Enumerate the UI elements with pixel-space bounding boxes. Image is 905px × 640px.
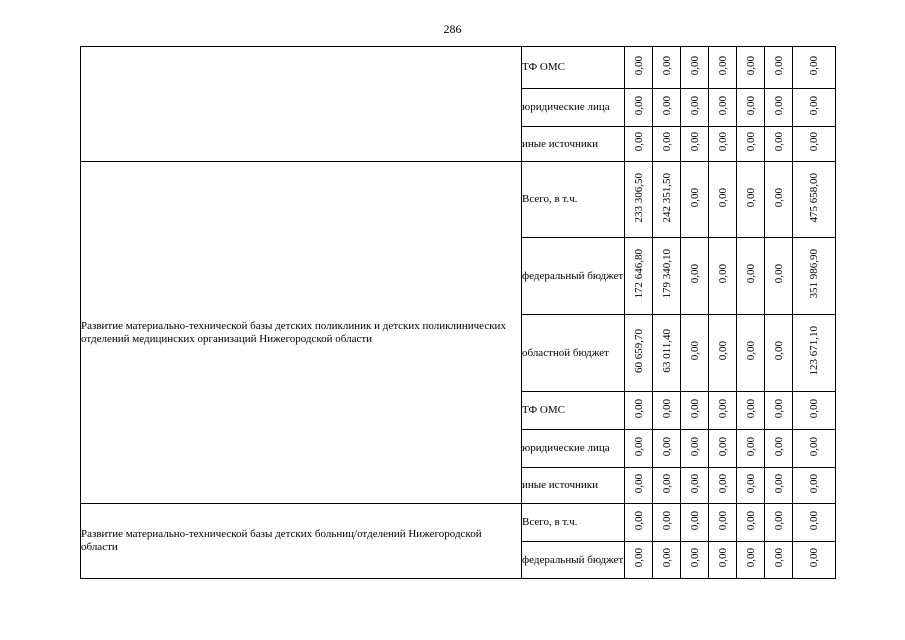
amount-cell xyxy=(737,47,765,89)
amount-value: 0,00 xyxy=(716,95,729,116)
amount-value: 0,00 xyxy=(744,132,757,152)
amount-cell xyxy=(709,468,737,504)
amount-cell xyxy=(681,89,709,127)
amount-cell xyxy=(681,504,709,542)
amount-cell xyxy=(681,315,709,392)
amount-cell xyxy=(765,238,793,315)
amount-cell xyxy=(793,504,836,542)
amount-value: 0,00 xyxy=(808,95,820,116)
amount-value: 0,00 xyxy=(772,473,785,494)
funding-source: областной бюджет xyxy=(522,315,625,392)
amount-cell xyxy=(681,392,709,430)
amount-value: 0,00 xyxy=(688,548,701,568)
amount-cell xyxy=(765,504,793,542)
amount-cell xyxy=(737,504,765,542)
amount-value: 0,00 xyxy=(660,510,673,531)
amount-value: 0,00 xyxy=(808,55,820,76)
amount-cell xyxy=(737,127,765,162)
activity-description: Развитие материально-технической базы детских больниц/отделений Нижегородской области xyxy=(81,504,522,579)
amount-value: 0,00 xyxy=(744,436,757,457)
amount-value: 172 646,80 xyxy=(632,249,645,299)
amount-cell xyxy=(793,468,836,504)
amount-value: 0,00 xyxy=(808,473,820,494)
amount-cell xyxy=(765,430,793,468)
amount-value: 0,00 xyxy=(772,436,785,457)
amount-cell xyxy=(681,47,709,89)
amount-cell xyxy=(709,430,737,468)
amount-cell xyxy=(793,162,836,238)
amount-value: 0,00 xyxy=(632,95,645,116)
amount-cell xyxy=(709,392,737,430)
table-row xyxy=(81,162,836,238)
amount-cell xyxy=(625,89,653,127)
amount-value: 0,00 xyxy=(716,548,729,568)
amount-cell xyxy=(737,315,765,392)
amount-cell xyxy=(737,162,765,238)
amount-value: 233 306,50 xyxy=(632,172,645,223)
funding-source: иные источники xyxy=(522,468,625,504)
amount-cell xyxy=(653,89,681,127)
amount-cell xyxy=(681,542,709,579)
funding-source: ТФ ОМС xyxy=(522,47,625,89)
amount-cell xyxy=(765,162,793,238)
page-number: 286 xyxy=(443,22,462,36)
amount-value: 0,00 xyxy=(716,132,729,152)
amount-cell xyxy=(793,238,836,315)
amount-value: 0,00 xyxy=(772,187,785,208)
amount-value: 0,00 xyxy=(688,55,701,76)
amount-cell xyxy=(653,542,681,579)
amount-value: 0,00 xyxy=(632,132,645,152)
activity-description xyxy=(81,47,522,162)
amount-value: 0,00 xyxy=(808,436,820,457)
amount-value: 0,00 xyxy=(688,132,701,152)
amount-value: 0,00 xyxy=(808,132,820,152)
amount-cell xyxy=(737,392,765,430)
amount-cell xyxy=(793,542,836,579)
amount-cell xyxy=(793,47,836,89)
amount-value: 0,00 xyxy=(632,436,645,457)
amount-cell xyxy=(737,468,765,504)
amount-cell xyxy=(653,162,681,238)
amount-value: 0,00 xyxy=(716,55,729,76)
amount-value: 0,00 xyxy=(716,187,729,208)
amount-cell xyxy=(681,162,709,238)
amount-cell xyxy=(709,238,737,315)
amount-cell xyxy=(625,162,653,238)
amount-cell xyxy=(625,504,653,542)
funding-source: федеральный бюджет xyxy=(522,542,625,579)
amount-value: 242 351,50 xyxy=(660,172,673,223)
amount-value: 0,00 xyxy=(688,473,701,494)
amount-cell xyxy=(625,542,653,579)
amount-cell xyxy=(653,238,681,315)
amount-value: 0,00 xyxy=(744,187,757,208)
amount-cell xyxy=(709,162,737,238)
amount-cell xyxy=(653,315,681,392)
amount-cell xyxy=(793,89,836,127)
amount-cell xyxy=(625,238,653,315)
amount-value: 63 011,40 xyxy=(660,329,673,373)
amount-value: 0,00 xyxy=(772,264,785,284)
amount-cell xyxy=(765,127,793,162)
amount-value: 0,00 xyxy=(772,548,785,568)
amount-cell xyxy=(625,47,653,89)
amount-value: 0,00 xyxy=(744,510,757,531)
amount-value: 0,00 xyxy=(808,398,820,419)
amount-value: 0,00 xyxy=(660,55,673,76)
amount-cell xyxy=(737,430,765,468)
amount-value: 0,00 xyxy=(716,510,729,531)
amount-value: 123 671,10 xyxy=(808,326,820,376)
amount-value: 0,00 xyxy=(632,548,645,568)
amount-value: 0,00 xyxy=(744,473,757,494)
amount-value: 0,00 xyxy=(688,95,701,116)
amount-cell xyxy=(793,392,836,430)
amount-value: 0,00 xyxy=(744,95,757,116)
amount-cell xyxy=(653,392,681,430)
amount-value: 0,00 xyxy=(744,548,757,568)
amount-cell xyxy=(765,315,793,392)
amount-value: 0,00 xyxy=(772,341,785,361)
funding-source: федеральный бюджет xyxy=(522,238,625,315)
amount-value: 0,00 xyxy=(688,187,701,208)
amount-cell xyxy=(737,89,765,127)
amount-value: 0,00 xyxy=(808,510,820,531)
amount-value: 0,00 xyxy=(744,55,757,76)
budget-table xyxy=(80,46,836,579)
table-body xyxy=(81,47,836,579)
amount-value: 0,00 xyxy=(808,548,820,568)
amount-cell xyxy=(793,315,836,392)
amount-value: 0,00 xyxy=(716,398,729,419)
amount-value: 0,00 xyxy=(660,548,673,568)
amount-value: 0,00 xyxy=(772,398,785,419)
amount-value: 0,00 xyxy=(772,510,785,531)
amount-value: 0,00 xyxy=(716,436,729,457)
amount-value: 0,00 xyxy=(688,341,701,361)
funding-source: ТФ ОМС xyxy=(522,392,625,430)
amount-value: 0,00 xyxy=(688,436,701,457)
amount-cell xyxy=(681,127,709,162)
amount-cell xyxy=(653,468,681,504)
funding-source: иные источники xyxy=(522,127,625,162)
amount-value: 0,00 xyxy=(688,264,701,284)
amount-cell xyxy=(653,47,681,89)
amount-value: 0,00 xyxy=(660,473,673,494)
amount-cell xyxy=(709,127,737,162)
amount-value: 0,00 xyxy=(660,436,673,457)
amount-cell xyxy=(681,238,709,315)
amount-cell xyxy=(653,127,681,162)
table-row xyxy=(81,504,836,542)
amount-value: 0,00 xyxy=(632,55,645,76)
amount-cell xyxy=(765,468,793,504)
amount-cell xyxy=(737,238,765,315)
amount-value: 0,00 xyxy=(716,264,729,284)
amount-cell xyxy=(625,315,653,392)
amount-value: 0,00 xyxy=(744,341,757,361)
amount-cell xyxy=(709,89,737,127)
amount-cell xyxy=(653,430,681,468)
amount-cell xyxy=(709,47,737,89)
amount-cell xyxy=(681,468,709,504)
amount-value: 0,00 xyxy=(744,264,757,284)
funding-source: Всего, в т.ч. xyxy=(522,162,625,238)
activity-description: Развитие материально-технической базы детских поликлиник и детских поликлинических отделений медицинских организаций Нижегородской области xyxy=(81,162,522,504)
amount-value: 0,00 xyxy=(716,341,729,361)
amount-value: 351 986,90 xyxy=(808,249,820,299)
amount-value: 0,00 xyxy=(772,95,785,116)
amount-value: 0,00 xyxy=(660,398,673,419)
amount-cell xyxy=(737,542,765,579)
amount-value: 0,00 xyxy=(660,132,673,152)
amount-value: 0,00 xyxy=(716,473,729,494)
funding-source: юридические лица xyxy=(522,89,625,127)
funding-source: юридические лица xyxy=(522,430,625,468)
amount-cell xyxy=(709,542,737,579)
amount-value: 0,00 xyxy=(744,398,757,419)
amount-value: 0,00 xyxy=(632,398,645,419)
amount-cell xyxy=(765,392,793,430)
amount-value: 0,00 xyxy=(688,398,701,419)
amount-cell xyxy=(709,315,737,392)
amount-cell xyxy=(681,430,709,468)
amount-cell xyxy=(653,504,681,542)
amount-cell xyxy=(793,430,836,468)
amount-value: 179 340,10 xyxy=(660,249,673,299)
amount-value: 0,00 xyxy=(688,510,701,531)
amount-cell xyxy=(765,47,793,89)
amount-cell xyxy=(625,392,653,430)
amount-value: 60 659,70 xyxy=(632,329,645,373)
amount-cell xyxy=(765,89,793,127)
amount-value: 0,00 xyxy=(632,510,645,531)
amount-cell xyxy=(625,127,653,162)
amount-value: 0,00 xyxy=(772,132,785,152)
amount-cell xyxy=(625,430,653,468)
amount-cell xyxy=(709,504,737,542)
amount-cell xyxy=(765,542,793,579)
amount-value: 0,00 xyxy=(660,95,673,116)
table-row xyxy=(81,47,836,89)
amount-value: 0,00 xyxy=(772,55,785,76)
amount-value: 475 658,00 xyxy=(808,172,820,223)
amount-cell xyxy=(625,468,653,504)
amount-value: 0,00 xyxy=(632,473,645,494)
amount-cell xyxy=(793,127,836,162)
funding-source: Всего, в т.ч. xyxy=(522,504,625,542)
